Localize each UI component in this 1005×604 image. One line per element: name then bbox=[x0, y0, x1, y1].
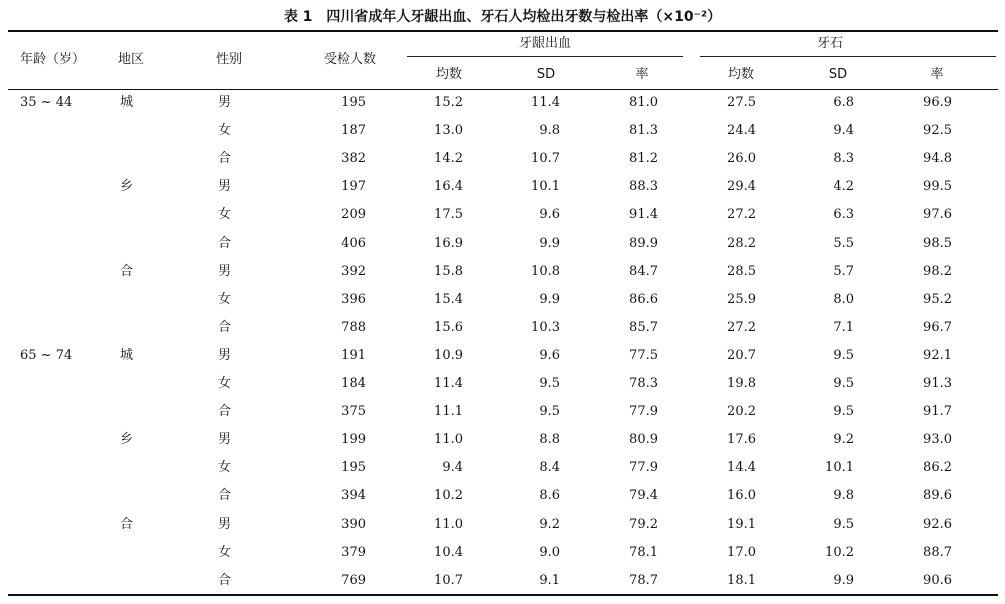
cell-sex: 合 bbox=[218, 151, 232, 167]
cell-examined: 195 bbox=[341, 460, 366, 476]
cell-examined: 390 bbox=[341, 516, 366, 532]
cell-sex: 男 bbox=[218, 432, 232, 448]
cell-examined: 199 bbox=[341, 432, 366, 448]
table-caption: 表 1 四川省成年人牙龈出血、牙石人均检出牙数与检出率（×10⁻²） bbox=[283, 9, 722, 25]
cell-bleeding-sd: 10.1 bbox=[531, 179, 560, 195]
cell-bleeding-mean: 15.8 bbox=[434, 263, 463, 279]
cell-bleeding-rate: 77.5 bbox=[629, 347, 658, 363]
cell-bleeding-mean: 11.4 bbox=[434, 376, 463, 391]
cell-calculus-rate: 91.7 bbox=[923, 404, 952, 420]
cell-bleeding-mean: 10.7 bbox=[434, 572, 463, 588]
cell-bleeding-sd: 9.5 bbox=[539, 376, 560, 391]
cell-calculus-mean: 16.0 bbox=[727, 488, 756, 504]
cell-calculus-rate: 91.3 bbox=[923, 376, 952, 391]
top-rule bbox=[8, 30, 998, 32]
cell-calculus-rate: 97.6 bbox=[923, 207, 952, 223]
cell-calculus-rate: 93.0 bbox=[923, 432, 952, 448]
cell-bleeding-rate: 77.9 bbox=[629, 460, 658, 476]
cell-bleeding-rate: 89.9 bbox=[629, 235, 658, 251]
cell-bleeding-sd: 10.7 bbox=[531, 151, 560, 167]
cell-region: 合 bbox=[120, 516, 134, 532]
header-calculus-rate: 率 bbox=[930, 67, 944, 82]
cell-calculus-mean: 28.5 bbox=[727, 263, 756, 279]
cell-bleeding-sd: 8.4 bbox=[539, 460, 560, 476]
cell-calculus-sd: 8.3 bbox=[833, 151, 854, 167]
cell-sex: 女 bbox=[218, 123, 232, 139]
header-region: 地区 bbox=[118, 52, 145, 67]
cell-sex: 男 bbox=[218, 179, 232, 195]
cell-calculus-mean: 27.5 bbox=[727, 95, 756, 110]
cell-bleeding-sd: 9.0 bbox=[539, 544, 560, 560]
cell-bleeding-mean: 14.2 bbox=[434, 151, 463, 167]
cell-calculus-mean: 20.7 bbox=[727, 347, 756, 363]
cell-examined: 184 bbox=[341, 376, 366, 391]
bottom-rule bbox=[8, 594, 998, 596]
cell-calculus-sd: 5.5 bbox=[833, 235, 854, 251]
cell-bleeding-sd: 9.5 bbox=[539, 404, 560, 420]
cell-examined: 379 bbox=[341, 544, 366, 560]
cell-region: 合 bbox=[120, 263, 134, 279]
cell-sex: 男 bbox=[218, 263, 232, 279]
cell-sex: 合 bbox=[218, 572, 232, 588]
cell-sex: 女 bbox=[218, 544, 232, 560]
cell-bleeding-sd: 9.1 bbox=[539, 572, 560, 588]
cell-sex: 合 bbox=[218, 235, 232, 251]
cell-bleeding-mean: 15.6 bbox=[434, 319, 463, 335]
cell-bleeding-sd: 9.6 bbox=[539, 347, 560, 363]
cell-bleeding-rate: 77.9 bbox=[629, 404, 658, 420]
cell-examined: 406 bbox=[341, 235, 366, 251]
cell-bleeding-rate: 79.2 bbox=[629, 516, 658, 532]
cell-calculus-mean: 14.4 bbox=[727, 460, 756, 476]
cell-examined: 382 bbox=[341, 151, 366, 167]
cell-examined: 788 bbox=[341, 319, 366, 335]
cell-bleeding-rate: 81.0 bbox=[629, 95, 658, 110]
cell-bleeding-mean: 10.2 bbox=[434, 488, 463, 504]
cell-bleeding-mean: 15.2 bbox=[434, 95, 463, 110]
cell-examined: 396 bbox=[341, 291, 366, 307]
cell-calculus-rate: 89.6 bbox=[923, 488, 952, 504]
cell-sex: 女 bbox=[218, 207, 232, 223]
cell-calculus-rate: 92.6 bbox=[923, 516, 952, 532]
cell-sex: 合 bbox=[218, 488, 232, 504]
cell-bleeding-mean: 16.4 bbox=[434, 179, 463, 195]
cell-bleeding-rate: 78.3 bbox=[629, 376, 658, 391]
cell-bleeding-sd: 10.8 bbox=[531, 263, 560, 279]
cell-bleeding-sd: 9.6 bbox=[539, 207, 560, 223]
cell-calculus-sd: 10.1 bbox=[825, 460, 854, 476]
cell-bleeding-mean: 13.0 bbox=[434, 123, 463, 139]
cell-bleeding-mean: 11.0 bbox=[434, 516, 463, 532]
header-bleeding-mean: 均数 bbox=[435, 67, 463, 82]
cell-calculus-sd: 6.8 bbox=[833, 95, 854, 110]
cell-calculus-sd: 5.7 bbox=[833, 263, 854, 279]
cell-calculus-sd: 9.5 bbox=[833, 376, 854, 391]
cell-bleeding-rate: 78.1 bbox=[629, 544, 658, 560]
cell-region: 乡 bbox=[120, 432, 134, 448]
cell-bleeding-sd: 9.9 bbox=[539, 291, 560, 307]
cell-calculus-sd: 9.5 bbox=[833, 347, 854, 363]
cell-calculus-sd: 10.2 bbox=[825, 544, 854, 560]
cell-calculus-mean: 18.1 bbox=[727, 572, 756, 588]
cell-bleeding-sd: 9.2 bbox=[539, 516, 560, 532]
header-bleeding-group: 牙龈出血 bbox=[518, 36, 572, 51]
cell-sex: 女 bbox=[218, 460, 232, 476]
cell-region: 乡 bbox=[120, 179, 134, 195]
cell-calculus-rate: 96.7 bbox=[923, 319, 952, 335]
cell-calculus-mean: 28.2 bbox=[727, 235, 756, 251]
cell-calculus-rate: 88.7 bbox=[923, 544, 952, 560]
cell-calculus-mean: 19.1 bbox=[727, 516, 756, 532]
cell-bleeding-rate: 84.7 bbox=[629, 263, 658, 279]
cell-bleeding-rate: 80.9 bbox=[629, 432, 658, 448]
cell-calculus-mean: 19.8 bbox=[727, 376, 756, 391]
cell-sex: 男 bbox=[218, 347, 232, 363]
cell-bleeding-rate: 91.4 bbox=[629, 207, 658, 223]
cell-calculus-mean: 17.0 bbox=[727, 544, 756, 560]
cell-calculus-rate: 86.2 bbox=[923, 460, 952, 476]
cell-calculus-rate: 90.6 bbox=[923, 572, 952, 588]
cell-calculus-mean: 20.2 bbox=[727, 404, 756, 420]
header-examined: 受检人数 bbox=[323, 52, 377, 67]
cell-calculus-rate: 94.8 bbox=[923, 151, 952, 167]
cell-region: 城 bbox=[120, 95, 134, 110]
calculus-group-underline bbox=[700, 56, 996, 57]
header-calculus-sd: SD bbox=[828, 67, 848, 82]
cell-bleeding-mean: 10.4 bbox=[434, 544, 463, 560]
cell-bleeding-mean: 15.4 bbox=[434, 291, 463, 307]
cell-bleeding-sd: 10.3 bbox=[531, 319, 560, 335]
cell-sex: 合 bbox=[218, 319, 232, 335]
header-bleeding-sd: SD bbox=[536, 67, 556, 82]
cell-calculus-mean: 27.2 bbox=[727, 319, 756, 335]
cell-calculus-sd: 9.5 bbox=[833, 516, 854, 532]
header-calculus-mean: 均数 bbox=[727, 67, 755, 82]
cell-bleeding-sd: 9.8 bbox=[539, 123, 560, 139]
cell-bleeding-sd: 9.9 bbox=[539, 235, 560, 251]
cell-calculus-sd: 6.3 bbox=[833, 207, 854, 223]
cell-sex: 女 bbox=[218, 291, 232, 307]
cell-calculus-sd: 9.9 bbox=[833, 572, 854, 588]
cell-calculus-mean: 27.2 bbox=[727, 207, 756, 223]
cell-calculus-sd: 4.2 bbox=[833, 179, 854, 195]
cell-calculus-sd: 9.8 bbox=[833, 488, 854, 504]
cell-examined: 195 bbox=[341, 95, 366, 110]
cell-calculus-mean: 29.4 bbox=[727, 179, 756, 195]
cell-bleeding-mean: 11.0 bbox=[434, 432, 463, 448]
bleeding-group-underline bbox=[407, 56, 683, 57]
cell-calculus-mean: 24.4 bbox=[727, 123, 756, 139]
cell-examined: 197 bbox=[341, 179, 366, 195]
cell-sex: 男 bbox=[218, 95, 232, 110]
cell-examined: 375 bbox=[341, 404, 366, 420]
cell-examined: 392 bbox=[341, 263, 366, 279]
cell-bleeding-rate: 86.6 bbox=[629, 291, 658, 307]
cell-age: 35 ~ 44 bbox=[20, 95, 73, 110]
cell-calculus-rate: 92.5 bbox=[923, 123, 952, 139]
cell-bleeding-sd: 8.8 bbox=[539, 432, 560, 448]
cell-bleeding-mean: 10.9 bbox=[434, 347, 463, 363]
cell-bleeding-mean: 9.4 bbox=[442, 460, 463, 476]
cell-bleeding-mean: 16.9 bbox=[434, 235, 463, 251]
cell-examined: 191 bbox=[341, 347, 366, 363]
cell-bleeding-rate: 78.7 bbox=[629, 572, 658, 588]
header-calculus-group: 牙石 bbox=[816, 36, 844, 51]
cell-calculus-rate: 98.2 bbox=[923, 263, 952, 279]
cell-bleeding-rate: 88.3 bbox=[629, 179, 658, 195]
cell-bleeding-rate: 79.4 bbox=[629, 488, 658, 504]
header-rule bbox=[8, 89, 998, 90]
cell-sex: 男 bbox=[218, 516, 232, 532]
cell-calculus-rate: 98.5 bbox=[923, 235, 952, 251]
cell-bleeding-rate: 81.2 bbox=[629, 151, 658, 167]
cell-calculus-mean: 26.0 bbox=[727, 151, 756, 167]
cell-sex: 女 bbox=[218, 376, 232, 391]
cell-bleeding-rate: 85.7 bbox=[629, 319, 658, 335]
cell-region: 城 bbox=[120, 347, 134, 363]
header-age: 年龄（岁） bbox=[20, 52, 86, 67]
header-sex: 性别 bbox=[216, 52, 243, 67]
cell-calculus-sd: 9.4 bbox=[833, 123, 854, 139]
cell-age: 65 ~ 74 bbox=[20, 347, 73, 363]
cell-bleeding-mean: 17.5 bbox=[434, 207, 463, 223]
cell-bleeding-mean: 11.1 bbox=[434, 404, 463, 420]
cell-bleeding-sd: 8.6 bbox=[539, 488, 560, 504]
cell-calculus-rate: 99.5 bbox=[923, 179, 952, 195]
cell-bleeding-rate: 81.3 bbox=[629, 123, 658, 139]
cell-examined: 769 bbox=[341, 572, 366, 588]
cell-calculus-sd: 7.1 bbox=[833, 319, 854, 335]
cell-bleeding-sd: 11.4 bbox=[531, 95, 560, 110]
cell-calculus-sd: 9.5 bbox=[833, 404, 854, 420]
cell-calculus-mean: 25.9 bbox=[727, 291, 756, 307]
cell-calculus-rate: 92.1 bbox=[923, 347, 952, 363]
header-bleeding-rate: 率 bbox=[635, 67, 649, 82]
cell-examined: 187 bbox=[341, 123, 366, 139]
cell-examined: 209 bbox=[341, 207, 366, 223]
cell-calculus-sd: 9.2 bbox=[833, 432, 854, 448]
cell-calculus-rate: 95.2 bbox=[923, 291, 952, 307]
cell-sex: 合 bbox=[218, 404, 232, 420]
cell-calculus-mean: 17.6 bbox=[727, 432, 756, 448]
cell-examined: 394 bbox=[341, 488, 366, 504]
cell-calculus-sd: 8.0 bbox=[833, 291, 854, 307]
cell-calculus-rate: 96.9 bbox=[923, 95, 952, 110]
